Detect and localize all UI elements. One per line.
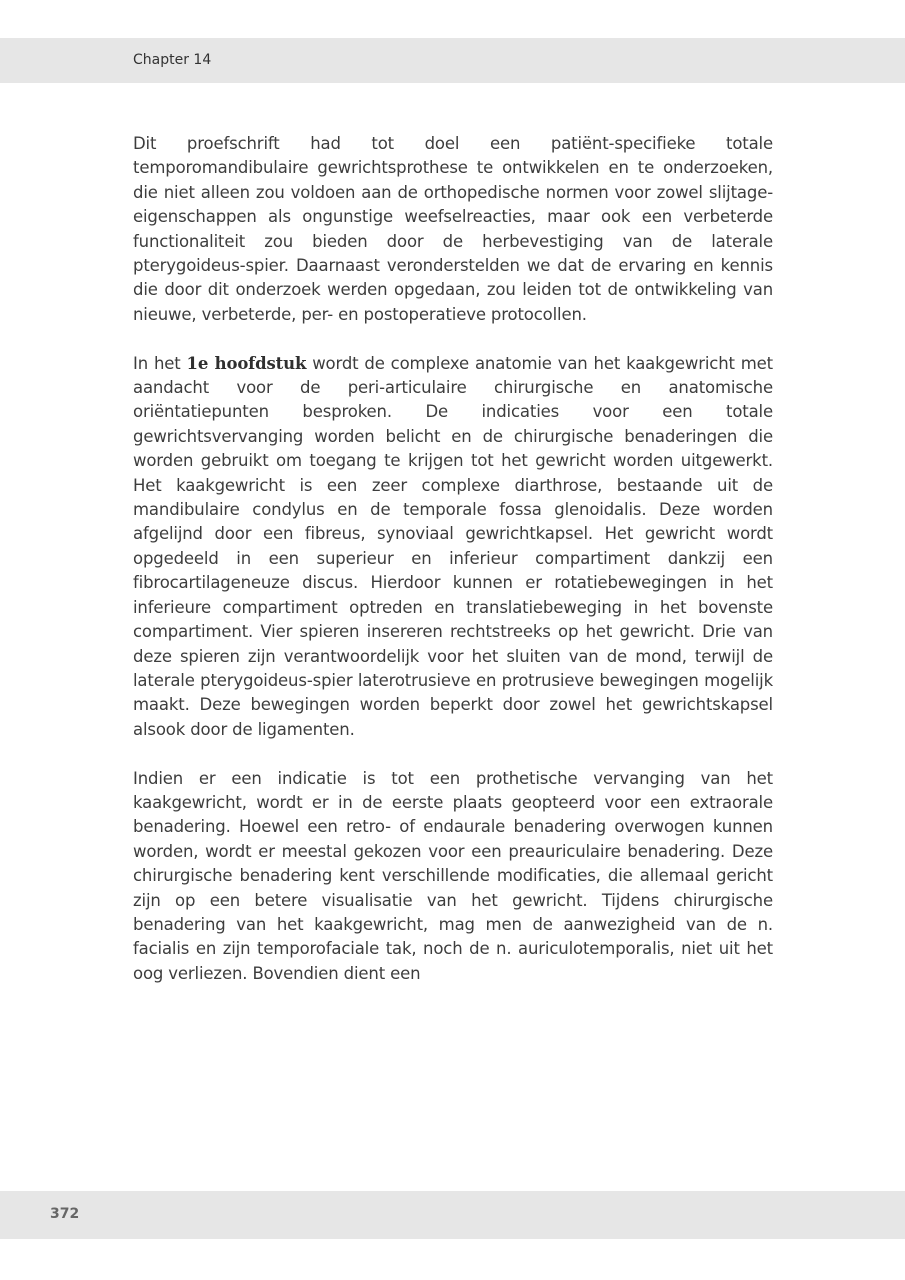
page-number: 372 bbox=[50, 1206, 80, 1222]
body-paragraph-2 bbox=[133, 352, 773, 743]
chapter-reference-bold: 1e hoofdstuk bbox=[186, 353, 307, 373]
running-footer bbox=[0, 1191, 905, 1239]
body-paragraph-1: Dit proefschrift had tot doel een patiënt-specifieke totale temporomandibulaire gewrichtsprothese te ontwikkelen en te onderzoeken, die niet alleen zou voldoen aan de orthopedische normen voor zowel slijtage-eigenschappen als ongunstige weefselreacties, maar ook een verbeterde functionaliteit zou bieden door de herbevestiging van de laterale pterygoideus-spier. Daarnaast veronderstelden we dat de ervaring en kennis die door dit onderzoek werden opgedaan, zou leiden tot de ontwikkeling van nieuwe, verbeterde, per- en postoperatieve protocollen. bbox=[133, 134, 773, 324]
running-header bbox=[0, 38, 905, 83]
paragraph-2-body-text: wordt de complexe anatomie van het kaakgewricht met aandacht voor de peri-articulaire chirurgische en anatomische oriëntatiepunten besproken. De indicaties voor een totale gewrichtsvervanging worden belicht en de chirurgische benaderingen die worden gebruikt om toegang te krijgen tot het gewricht worden uitgewerkt. Het kaakgewricht is een zeer complexe diarthrose, bestaande uit de mandibulaire condylus en de temporale fossa glenoidalis. Deze worden afgelijnd door een fibreus, synoviaal gewrichtkapsel. Het gewricht wordt opgedeeld in een superieur en inferieur compartiment dankzij een fibrocartilageneuze discus. Hierdoor kunnen er rotatiebewegingen in het inferieure compartiment optreden en translatiebeweging in het bovenste compartiment. Vier spieren insereren rechtstreeks op het gewricht. Drie van deze spieren zijn verantwoordelijk voor het sluiten van de mond, terwijl de laterale pterygoideus-spier laterotrusieve en protrusieve bewegingen mogelijk maakt. Deze bewegingen worden beperkt door zowel het gewrichtskapsel alsook door de ligamenten. bbox=[133, 353, 774, 739]
page-body bbox=[133, 132, 773, 1011]
paragraph-2-lead-text: In het bbox=[133, 353, 187, 373]
chapter-label: Chapter 14 bbox=[133, 52, 212, 68]
body-paragraph-3: Indien er een indicatie is tot een prothetische vervanging van het kaakgewricht, wordt er in de eerste plaats geopteerd voor een extraorale benadering. Hoewel een retro- of endaurale benadering overwogen kunnen worden, wordt er meestal gekozen voor een preauriculaire benadering. Deze chirurgische benadering kent verschillende modificaties, die allemaal gericht zijn op een betere visualisatie van het gewricht. Tijdens chirurgische benadering van het kaakgewricht, mag men de aanwezigheid van de n. facialis en zijn temporofaciale tak, noch de n. auriculotemporalis, niet uit het oog verliezen. Bovendien dient een bbox=[133, 768, 773, 983]
